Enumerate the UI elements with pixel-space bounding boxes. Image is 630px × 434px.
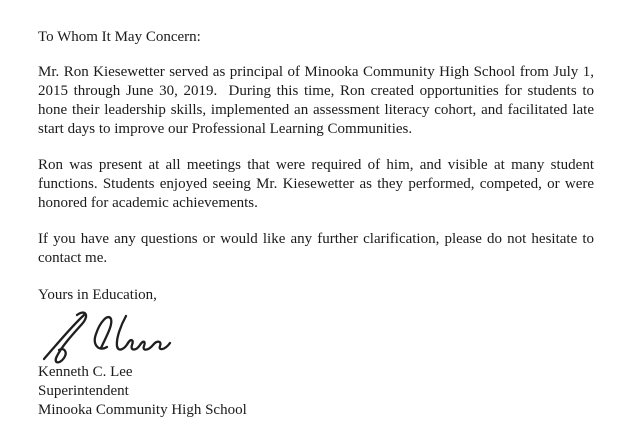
salutation: To Whom It May Concern: [38, 29, 201, 45]
body-paragraph-3: If you have any questions or would like any further clarification, please do not hesitate to contact me. [38, 231, 598, 266]
signer-title: Superintendent [38, 383, 129, 399]
body-paragraph-1: Mr. Ron Kiesewetter served as principal of Minooka Community High School from July 1, 2015 through June 30, 2019. During this time, Ron created opportunities for students to hone their leadership skills, implemented an assessment literacy cohort, and facilitated late start days to improve our Professional Learning Communities. [38, 64, 598, 137]
body-paragraph-2: Ron was present at all meetings that were required of him, and visible at many student functions. Students enjoyed seeing Mr. Kiesewetter as they performed, competed, or were honored for academic achievements. [38, 157, 598, 211]
signature-block [38, 363, 594, 420]
closing: Yours in Education, [38, 287, 157, 303]
signer-organization: Minooka Community High School [38, 402, 247, 418]
signer-name: Kenneth C. Lee [38, 364, 133, 380]
handwritten-signature-icon [34, 307, 594, 365]
